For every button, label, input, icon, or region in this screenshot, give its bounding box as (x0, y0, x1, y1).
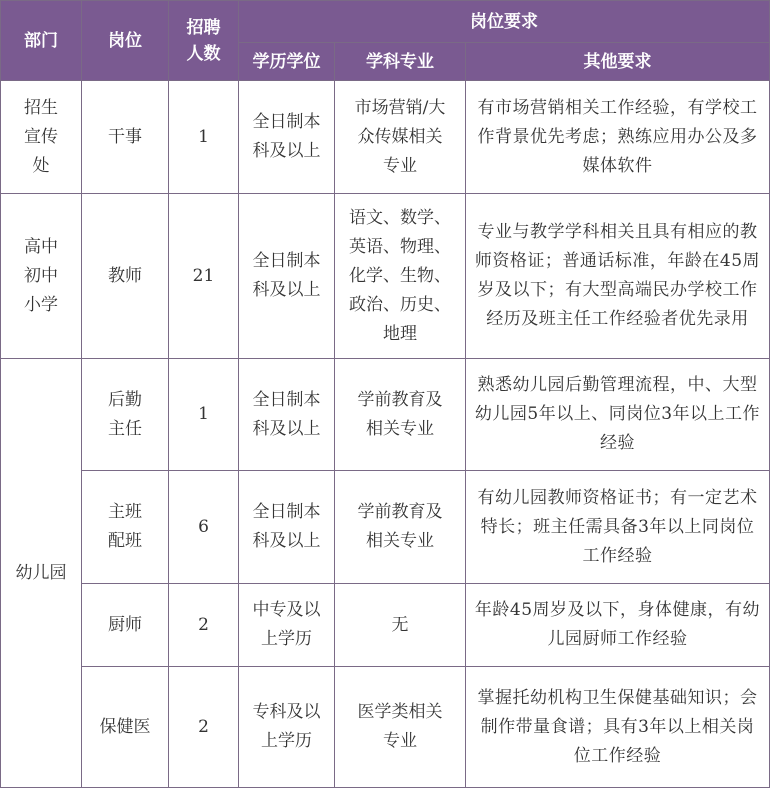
other-cell: 专业与教学学科相关且具有相应的教师资格证；普通话标准，年龄在45周岁及以下；有大型高端民办学校工作经历及班主任工作经验者优先录用 (466, 194, 770, 359)
education-text: 全日制本科及以上 (252, 112, 321, 161)
count-cell: 6 (169, 471, 239, 584)
count-cell: 1 (169, 359, 239, 471)
table-row (1, 471, 770, 584)
header-other: 其他要求 (466, 43, 770, 81)
major-cell (335, 667, 466, 788)
education-cell (239, 471, 335, 584)
table-row (1, 359, 770, 471)
header-requirements: 岗位要求 (239, 1, 770, 43)
header-count (169, 1, 239, 81)
dept-cell (1, 81, 82, 194)
post-cell (82, 359, 169, 471)
major-cell (335, 471, 466, 584)
major-text: 学前教育及相关专业 (357, 502, 443, 551)
dept-cell (1, 194, 82, 359)
education-text: 全日制本科及以上 (252, 389, 321, 439)
post-cell: 厨师 (82, 584, 169, 667)
header-dept: 部门 (1, 1, 82, 81)
other-cell: 有幼儿园教师资格证书；有一定艺术特长；班主任需具备3年以上同岗位工作经验 (466, 471, 770, 584)
education-cell (239, 194, 335, 359)
post-cell: 干事 (82, 81, 169, 194)
post-cell: 教师 (82, 194, 169, 359)
education-text: 中专及以上学历 (252, 600, 321, 649)
major-cell (335, 359, 466, 471)
header-count-text: 招聘人数 (186, 17, 221, 64)
education-text: 专科及以上学历 (252, 702, 321, 751)
education-text: 全日制本科及以上 (252, 251, 321, 300)
education-cell (239, 359, 335, 471)
education-cell (239, 584, 335, 667)
major-text: 市场营销/大众传媒相关专业 (354, 97, 446, 176)
major-cell (335, 81, 466, 194)
major-text: 语文、数学、英语、物理、化学、生物、政治、历史、地理 (349, 207, 451, 344)
education-cell (239, 81, 335, 194)
dept-cell: 幼儿园 (1, 359, 82, 788)
table-row (1, 584, 770, 667)
count-cell: 21 (169, 194, 239, 359)
post-text: 后勤主任 (108, 389, 142, 439)
header-post: 岗位 (82, 1, 169, 81)
count-cell: 2 (169, 667, 239, 788)
header-major: 学科专业 (335, 43, 466, 81)
header-education: 学历学位 (239, 43, 335, 81)
post-cell: 保健医 (82, 667, 169, 788)
table-row (1, 667, 770, 788)
major-cell (335, 194, 466, 359)
table-row (1, 194, 770, 359)
dept-text: 招生宣传处 (24, 97, 58, 176)
other-cell: 有市场营销相关工作经验，有学校工作背景优先考虑；熟练应用办公及多媒体软件 (466, 81, 770, 194)
count-cell: 1 (169, 81, 239, 194)
education-text: 全日制本科及以上 (252, 502, 321, 551)
post-text: 主班配班 (108, 502, 142, 551)
post-cell (82, 471, 169, 584)
major-cell: 无 (335, 584, 466, 667)
major-text: 学前教育及相关专业 (357, 389, 443, 439)
count-cell: 2 (169, 584, 239, 667)
other-cell: 熟悉幼儿园后勤管理流程，中、大型幼儿园5年以上、同岗位3年以上工作经验 (466, 359, 770, 471)
dept-text: 高中初中小学 (24, 236, 58, 315)
table-row (1, 81, 770, 194)
education-cell (239, 667, 335, 788)
other-cell: 掌握托幼机构卫生保健基础知识；会制作带量食谱；具有3年以上相关岗位工作经验 (466, 667, 770, 788)
major-text: 医学类相关专业 (357, 702, 443, 751)
other-cell: 年龄45周岁及以下，身体健康，有幼儿园厨师工作经验 (466, 584, 770, 667)
